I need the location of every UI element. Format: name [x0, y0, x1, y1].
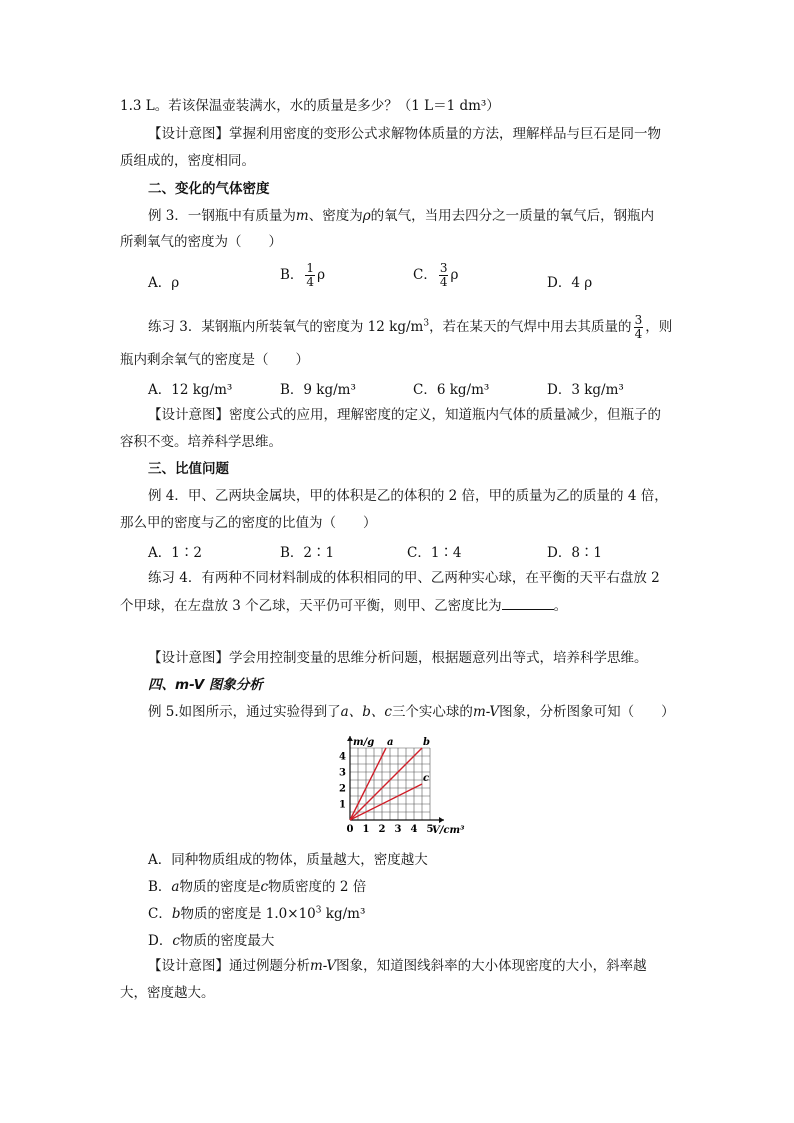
text-line: 1.3 L。若该保温壶装满水，水的质量是多少？（1 L＝1 dm³） [120, 98, 500, 114]
y-tick-label: 4 [339, 751, 346, 763]
section-heading: 四、m-V 图象分析 [148, 677, 263, 693]
pr3-option-a: A．12 kg/m³ [148, 382, 233, 398]
design-intent: 【设计意图】掌握利用密度的变形公式求解物体质量的方法，理解样品与巨石是同一物 [148, 126, 661, 142]
x-tick-label: 2 [378, 824, 386, 834]
x-axis-label: V/cm³ [432, 825, 465, 834]
section-heading: 三、比值问题 [148, 461, 229, 477]
fraction: $\frac{1}{4}$ [306, 261, 315, 289]
design-intent: 【设计意图】学会用控制变量的思维分析问题，根据题意列出等式，培养科学思维。 [148, 650, 648, 666]
x-axis-arrow [439, 817, 444, 823]
pr3-option-b: B．9 kg/m³ [280, 382, 356, 398]
ex3-option-b: B． $\frac{1}{4}$ ρ [280, 261, 325, 289]
series-line-b [350, 748, 422, 820]
y-tick-label: 3 [339, 767, 346, 779]
text-line: 大，密度越大。 [120, 985, 215, 1001]
x-tick-label: 5 [426, 824, 434, 834]
example-4-question: 例 4．甲、乙两块金属块，甲的体积是乙的体积的 2 倍，甲的质量为乙的质量的 4 倍， [148, 488, 668, 504]
fraction: $\frac{3}{4}$ [439, 261, 448, 289]
design-intent: 【设计意图】密度公式的应用，理解密度的定义，知道瓶内气体的质量减少，但瓶子的 [148, 407, 661, 423]
ex3-option-c: C． $\frac{3}{4}$ ρ [413, 261, 459, 289]
series-label-b: b [423, 737, 430, 748]
y-tick-label: 1 [339, 799, 346, 811]
text-line: 质组成的，密度相同。 [120, 153, 255, 169]
text-line: 所剩氧气的密度为（ ） [120, 234, 282, 250]
ex4-option-b: B．2∶1 [280, 545, 335, 561]
m-v-chart [333, 730, 483, 834]
text-line: 那么甲的密度与乙的密度的比值为（ ） [120, 515, 377, 531]
text-line: 容积不变。培养科学思维。 [120, 434, 282, 450]
x-tick-label: 3 [394, 824, 402, 834]
section-heading: 二、变化的气体密度 [148, 181, 270, 197]
ex4-option-a: A．1∶2 [148, 545, 202, 561]
ex5-option-b: B．a物质的密度是c物质密度的 2 倍 [148, 879, 367, 895]
series-line-a [350, 748, 386, 820]
series-line-c [350, 784, 422, 820]
example-5-question: 例 5.如图所示，通过实验得到了a、b、c三个实心球的m-V图象，分析图象可知（ ） [148, 704, 675, 720]
ex4-option-c: C．1∶4 [407, 545, 462, 561]
ex4-option-d: D．8∶1 [547, 545, 603, 561]
series-label-a: a [387, 737, 394, 748]
answer-blank[interactable] [502, 596, 554, 610]
y-tick-label: 2 [339, 783, 346, 795]
ex5-option-a: A．同种物质组成的物体，质量越大，密度越大 [148, 852, 428, 868]
ex3-option-d: D．4 ρ [547, 275, 593, 291]
pr3-option-c: C．6 kg/m³ [413, 382, 490, 398]
ex5-option-c: C．b物质的密度是 $1.0\times 10^3$ kg/m³ [148, 905, 366, 922]
x-tick-label: 1 [362, 824, 370, 834]
ex5-option-d: D．c物质的密度最大 [148, 933, 275, 949]
fraction: $\frac{3}{4}$ [634, 313, 643, 341]
series-label-c: c [423, 773, 430, 784]
y-axis-label: m/g [353, 737, 375, 748]
text-line: 个甲球，在左盘放 3 个乙球，天平仍可平衡，则甲、乙密度比为 。 [120, 598, 568, 614]
example-3-question: 例 3．一钢瓶中有质量为m、密度为ρ的氧气，当用去四分之一质量的氧气后，钢瓶内 [148, 208, 655, 224]
design-intent: 【设计意图】通过例题分析m-V图象，知道图线斜率的大小体现密度的大小，斜率越 [148, 958, 647, 974]
pr3-option-d: D．3 kg/m³ [547, 382, 624, 398]
ex3-option-a: A．ρ [148, 275, 180, 291]
x-tick-label: 0 [346, 824, 354, 834]
text-line: 瓶内剩余氧气的密度是（ ） [120, 352, 309, 368]
practice-4-question: 练习 4．有两种不同材料制成的体积相同的甲、乙两种实心球，在平衡的天平右盘放 2 [148, 570, 660, 586]
x-tick-label: 4 [410, 824, 418, 834]
practice-3-question: 练习 3．某钢瓶内所装氧气的密度为 12 $kg/m^3$，若在某天的气焊中用去其质量的 $\frac{3}{4}$ ，则 [148, 313, 673, 341]
